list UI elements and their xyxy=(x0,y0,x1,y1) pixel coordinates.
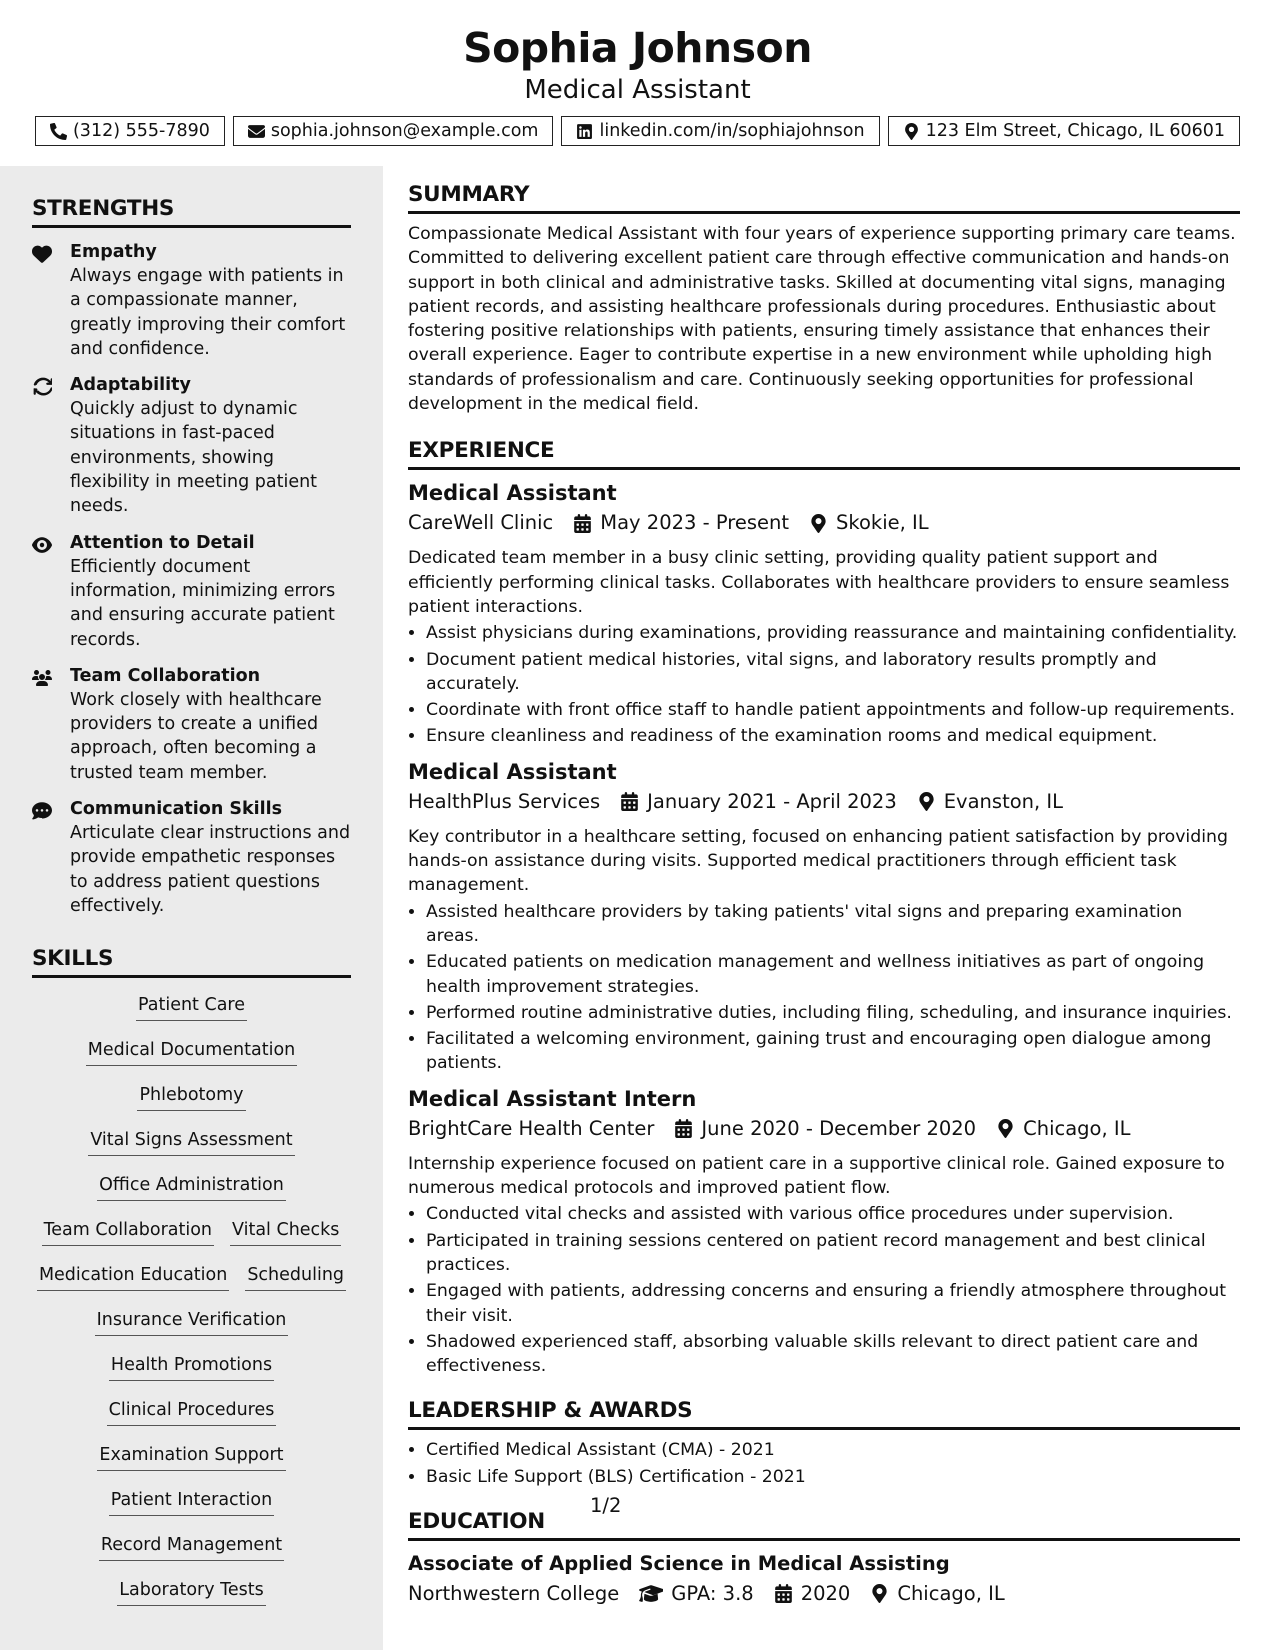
skills-list xyxy=(32,988,351,1618)
skill-tag: Vital Checks xyxy=(230,1213,341,1246)
job-company: CareWell Clinic xyxy=(408,511,554,535)
experience-heading: EXPERIENCE xyxy=(408,422,1240,470)
job-meta xyxy=(408,1114,1240,1144)
job-bullet: • Assisted healthcare providers by taking patients' vital signs and preparing examination areas. xyxy=(426,900,1240,949)
education-meta xyxy=(408,1579,1240,1609)
job-company: HealthPlus Services xyxy=(408,789,601,813)
job-description: Internship experience focused on patient care in a supportive clinical role. Gained exposure to numerous medical protocols and improved patient flow. xyxy=(408,1153,1225,1199)
skill-tag: Phlebotomy xyxy=(137,1078,245,1111)
map-marker-icon xyxy=(809,514,828,533)
job-bullet: • Performed routine administrative duties, including filing, scheduling, and insurance inquiries. xyxy=(426,1001,1240,1025)
map-marker-icon xyxy=(903,123,920,140)
skill-tag: Team Collaboration xyxy=(42,1213,214,1246)
candidate-title: Medical Assistant xyxy=(524,75,751,105)
comment-icon xyxy=(32,801,52,821)
job-bullet: • Educated patients on medication management and wellness initiatives as part of ongoing health improvement strategies. xyxy=(426,950,1240,999)
strength-desc: Efficiently document information, minimizing errors and ensuring accurate patient records. xyxy=(70,556,336,650)
job-bullet: • Ensure cleanliness and readiness of the examination rooms and medical equipment. xyxy=(426,724,1240,748)
heart-icon xyxy=(32,244,52,264)
job-location: Evanston, IL xyxy=(943,789,1064,813)
skills-heading: SKILLS xyxy=(32,930,351,978)
graduation-cap-icon xyxy=(639,1584,663,1603)
strength-item xyxy=(32,797,351,918)
linkedin-icon xyxy=(576,123,593,140)
skill-tag: Clinical Procedures xyxy=(107,1393,277,1426)
skill-tag: Laboratory Tests xyxy=(117,1573,265,1606)
map-marker-icon xyxy=(996,1119,1015,1138)
page-number: 1/2 xyxy=(590,1494,622,1517)
skill-tag: Office Administration xyxy=(97,1168,286,1201)
education-gpa: GPA: 3.8 xyxy=(671,1581,754,1605)
skill-tag: Vital Signs Assessment xyxy=(88,1123,294,1156)
map-marker-icon xyxy=(917,792,936,811)
job-bullet: • Document patient medical histories, vital signs, and laboratory results promptly and accurately. xyxy=(426,648,1240,697)
strength-item xyxy=(32,373,351,518)
job-bullet: • Conducted vital checks and assisted with various office procedures under supervision. xyxy=(426,1202,1240,1226)
contact-email[interactable] xyxy=(233,116,554,146)
job-entry xyxy=(408,1086,1240,1379)
skill-tag: Patient Care xyxy=(136,988,247,1021)
award-item: • Certified Medical Assistant (CMA) - 2021 xyxy=(426,1438,1240,1462)
job-meta xyxy=(408,508,1240,538)
envelope-icon xyxy=(248,123,265,140)
job-bullet: • Coordinate with front office staff to handle patient appointments and follow-up requirements. xyxy=(426,698,1240,722)
contact-bar xyxy=(0,116,1275,146)
job-title: Medical Assistant xyxy=(408,759,617,784)
contact-address[interactable] xyxy=(888,116,1240,146)
candidate-name: Sophia Johnson xyxy=(463,24,812,72)
skill-tag: Patient Interaction xyxy=(109,1483,274,1516)
job-title: Medical Assistant Intern xyxy=(408,1086,697,1111)
summary-text: Compassionate Medical Assistant with four years of experience supporting primary care teams. Committed to delivering excellent patient care through effective communication and hands-on support in both clinical and administrative tasks. Skilled at documenting vital signs, managing patient records, and assisting healthcare professionals during procedures. Enthusiastic about fostering positive relationships with patients, ensuring timely assistance that enhances their overall experience. Eager to contribute expertise in a new environment while upholding high standards of professionalism and care. Continuously seeking opportunities for professional development in the medical field. xyxy=(408,224,1236,415)
job-title: Medical Assistant xyxy=(408,481,617,506)
calendar-icon xyxy=(674,1119,693,1138)
job-bullets xyxy=(408,621,1240,748)
strength-desc: Work closely with healthcare providers to create a unified approach, often becoming a trusted team member. xyxy=(70,689,322,783)
strength-desc: Quickly adjust to dynamic situations in fast-paced environments, showing flexibility in meeting patient needs. xyxy=(70,399,318,517)
sync-icon xyxy=(32,377,52,397)
job-dates: June 2020 - December 2020 xyxy=(701,1116,977,1140)
job-location: Chicago, IL xyxy=(1023,1116,1131,1140)
job-bullet: • Facilitated a welcoming environment, gaining trust and encouraging open dialogue among patients. xyxy=(426,1027,1240,1076)
linkedin-text: linkedin.com/in/sophiajohnson xyxy=(599,121,865,141)
job-entry xyxy=(408,480,1240,748)
strength-name: Adaptability xyxy=(70,375,191,396)
education-heading: EDUCATION xyxy=(408,1493,1240,1541)
award-item: • Basic Life Support (BLS) Certification - 2021 xyxy=(426,1465,1240,1489)
summary-heading: SUMMARY xyxy=(408,166,1240,214)
job-description: Dedicated team member in a busy clinic setting, providing quality patient support and efficiently performing clinical tasks. Collaborates with healthcare providers to ensure seamless patient interactions. xyxy=(408,548,1230,617)
skill-tag: Scheduling xyxy=(245,1258,346,1291)
phone-text: (312) 555-7890 xyxy=(72,121,210,141)
main-content xyxy=(408,166,1240,1609)
skill-tag: Medication Education xyxy=(37,1258,229,1291)
strength-name: Attention to Detail xyxy=(70,532,255,553)
job-bullet: • Assist physicians during examinations, providing reassurance and maintaining confidentiality. xyxy=(426,621,1240,645)
job-bullet: • Engaged with patients, addressing concerns and ensuring a friendly atmosphere throughout their visit. xyxy=(426,1279,1240,1328)
job-description: Key contributor in a healthcare setting, focused on enhancing patient satisfaction by providing hands-on assistance during visits. Supported medical practitioners through efficient task management. xyxy=(408,826,1228,896)
job-bullets xyxy=(408,900,1240,1076)
contact-phone[interactable] xyxy=(35,116,225,146)
strength-name: Team Collaboration xyxy=(70,665,261,686)
job-location: Skokie, IL xyxy=(836,511,929,535)
strength-name: Communication Skills xyxy=(70,799,283,820)
job-company: BrightCare Health Center xyxy=(408,1116,655,1140)
contact-linkedin[interactable] xyxy=(561,116,879,146)
calendar-icon xyxy=(620,792,639,811)
job-dates: January 2021 - April 2023 xyxy=(647,789,897,813)
address-text: 123 Elm Street, Chicago, IL 60601 xyxy=(925,121,1225,141)
job-bullet: • Participated in training sessions centered on patient record management and best clinical practices. xyxy=(426,1229,1240,1278)
awards-list xyxy=(408,1438,1240,1489)
awards-heading: LEADERSHIP & AWARDS xyxy=(408,1382,1240,1430)
education-degree: Associate of Applied Science in Medical Assisting xyxy=(408,1551,950,1575)
skill-tag: Health Promotions xyxy=(109,1348,274,1381)
skill-tag: Examination Support xyxy=(97,1438,285,1471)
strength-item xyxy=(32,664,351,785)
job-meta xyxy=(408,787,1240,817)
job-dates: May 2023 - Present xyxy=(600,511,790,535)
skill-tag: Record Management xyxy=(99,1528,284,1561)
users-icon xyxy=(32,668,52,688)
calendar-icon xyxy=(774,1584,793,1603)
phone-icon xyxy=(50,123,67,140)
strength-item xyxy=(32,240,351,361)
skill-tag: Insurance Verification xyxy=(95,1303,289,1336)
job-bullets xyxy=(408,1202,1240,1378)
skill-tag: Medical Documentation xyxy=(86,1033,298,1066)
strengths-heading: STRENGTHS xyxy=(32,180,351,228)
calendar-icon xyxy=(573,514,592,533)
job-bullet: • Shadowed experienced staff, absorbing valuable skills relevant to direct patient care and effectiveness. xyxy=(426,1330,1240,1379)
sidebar xyxy=(0,166,383,1650)
education-school: Northwestern College xyxy=(408,1581,620,1605)
job-entry xyxy=(408,759,1240,1076)
strength-name: Empathy xyxy=(70,242,157,262)
strength-desc: Always engage with patients in a compassionate manner, greatly improving their comfort and confidence. xyxy=(70,266,346,359)
eye-icon xyxy=(32,535,52,555)
strength-item xyxy=(32,531,351,652)
strength-desc: Articulate clear instructions and provide empathetic responses to address patient questions effectively. xyxy=(70,823,351,916)
map-marker-icon xyxy=(870,1584,889,1603)
email-text: sophia.johnson@example.com xyxy=(270,121,539,141)
education-year: 2020 xyxy=(800,1581,851,1605)
education-location: Chicago, IL xyxy=(897,1581,1005,1605)
resume-header xyxy=(0,0,1275,146)
